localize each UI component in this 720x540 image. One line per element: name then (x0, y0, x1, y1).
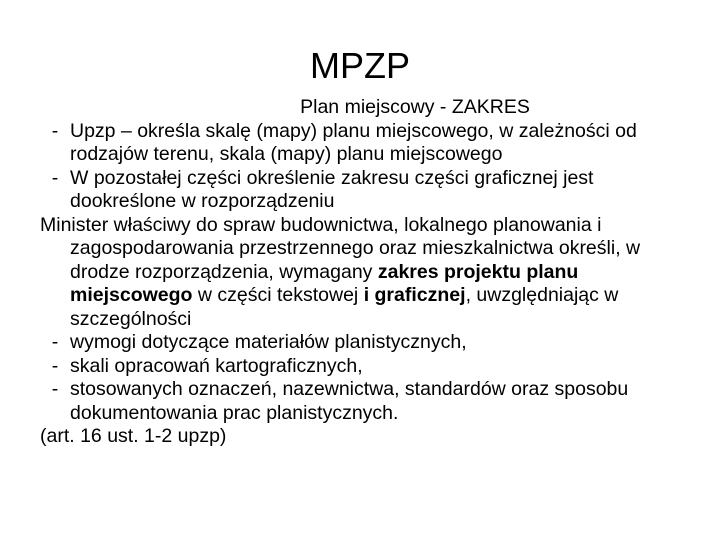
bullet-text: wymogi dotyczące materiałów planistycznych, (70, 331, 467, 353)
bullet-text: stosowanych oznaczeń, nazewnictwa, standardów oraz sposobu dokumentowania prac planistycznych. (70, 378, 629, 424)
minister-paragraph (40, 214, 680, 332)
bullet-dash: - (51, 331, 59, 353)
paragraph-text: , uwzględniając w szczególności (70, 284, 619, 330)
paragraph-bold-graphic: i graficznej (363, 284, 466, 306)
slide-body (40, 96, 680, 449)
slide-title: MPZP (309, 45, 410, 86)
list-item (40, 331, 680, 355)
list-item (40, 378, 680, 425)
bullet-dash: - (51, 166, 59, 189)
slide-subtitle: Plan miejscowy - ZAKRES (300, 96, 530, 118)
bullet-text: Upzp – określa skalę (mapy) planu miejscowego, w zależności od rodzajów terenu, skala (mapy) planu miejscowego (70, 119, 637, 165)
list-item (40, 355, 680, 379)
list-item (40, 167, 680, 214)
paragraph-bold-scope: zakres projektu planu miejscowego (70, 260, 579, 306)
paragraph-text: w części tekstowej (192, 284, 364, 306)
bullet-text: skali opracowań kartograficznych, (70, 354, 363, 377)
bullet-dash: - (51, 354, 59, 377)
citation-footer: (art. 16 ust. 1-2 upzp) (40, 425, 227, 447)
list-item (40, 120, 680, 167)
bullet-dash: - (51, 378, 59, 400)
bullet-text: W pozostałej części określenie zakresu części graficznej jest dookreślone w rozporządzeniu (70, 166, 594, 212)
bullet-dash: - (51, 119, 59, 142)
paragraph-text: Minister właściwy do spraw budownictwa, lokalnego planowania i zagospodarowania przestrzennego oraz mieszkalnictwa określi, w drodze rozporządzenia, wymagany (40, 213, 641, 283)
